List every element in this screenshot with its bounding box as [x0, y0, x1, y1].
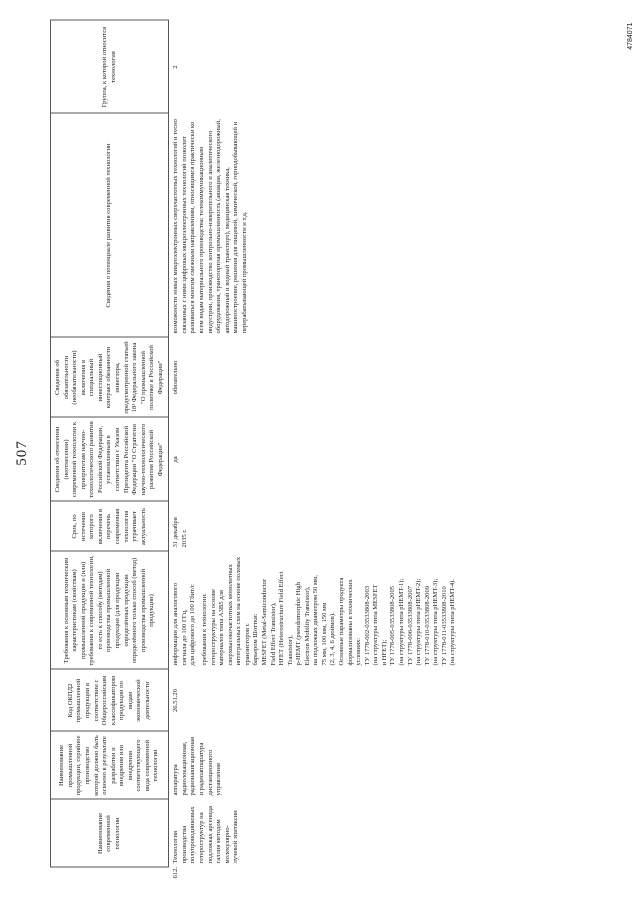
row-product-name: аппаратура радиолокационная, радионавигационная и радиоаппаратура дистанционного управления: [172, 736, 223, 795]
header-priority-relation: Сведения об отнесении (неотнесении) современной технологии к приоритетам научно-технологического развития Российской Федерации, установленным в соответствии с Указом Президента Российской Федерации "О Стратегии научно-технологического развития Российской Федерации": [51, 417, 169, 501]
requirements-line: MESFET (Metal-Semiconductor: [260, 578, 268, 665]
row-number: 612.: [171, 866, 179, 878]
requirements-line: (на структуры типа pHEMT-3);: [432, 578, 440, 665]
requirements-line: гетероструктуры на основе: [209, 588, 217, 665]
page-number: 507: [14, 439, 30, 466]
row-deadline: 31 декабря 2035 г.: [172, 516, 188, 547]
requirements-continuation-line: сигнала до 100 ГГц,: [180, 608, 188, 665]
technology-table: [50, 20, 458, 883]
header-potential: Сведения о потенциале развития современной технологии: [51, 113, 169, 337]
requirements-line: сверхвысокочастотных монолитных: [226, 563, 234, 665]
header-deadline: Срок, по истечении которого включения в перечень современная технология утрачивает актуальность: [51, 501, 169, 551]
requirements-line: интегральных схем на основе полевых транзисторов с: [235, 556, 251, 665]
requirements-line: (на структуры типа pHEMT-2);: [415, 578, 423, 665]
requirements-line: условиях:: [355, 637, 363, 665]
row-tech-name: Технология производства полупроводниковых гетероструктур на подложках арсенида галлия методом молекулярно-лучевой эпитаксии: [172, 805, 240, 863]
requirements-line: ТУ 1778-010-03533808-2009: [423, 585, 431, 665]
requirements-line: 75 мм, 100 мм, 150 мм: [320, 602, 328, 665]
requirements-line: p-HEMT (pseudomorphic High: [295, 581, 303, 665]
header-tech-name: Наименование современной технологии: [51, 799, 169, 867]
row-requirements: [169, 551, 458, 669]
header-okpd-code: Код ОКПД2 промышленной продукции в соответствии с Общероссийским классификатором продукции по видам экономической деятельности: [51, 669, 169, 731]
requirements-list: [201, 555, 458, 665]
requirements-line: ТУ 1778-006-03533808-2007: [406, 585, 414, 665]
header-number-spacer: [51, 867, 169, 882]
requirements-line: (на структуры типа pHEMT-1);: [397, 578, 405, 665]
requirements-continuation: [172, 555, 198, 665]
row-okpd-code: 26.51.20: [172, 688, 180, 712]
table-header: [51, 20, 169, 882]
row-group: 2: [172, 64, 180, 69]
requirements-line: барьером Шоттки:: [252, 613, 260, 665]
requirements-line: ТУ 1778-011-03533808-2010: [440, 585, 448, 665]
row-priority-relation: да: [172, 455, 180, 463]
requirements-line: на подложках диаметром 50 мм,: [312, 574, 320, 665]
header-requirements: Требования к основным техническим характеристикам (свойствам) промышленной продукции и (или) требования к современной технологии, то есть к способу (методам) производства промышленной продукции (для продукции определённых продукции определённого только способ (метод) производства промышленной продукции): [51, 551, 169, 669]
requirements-line: (на структуры типа pHEMT-4).: [449, 578, 457, 665]
requirements-line: Electron Mobility Transistor),: [303, 586, 311, 665]
requirements-continuation-line: информации для аналогового: [172, 582, 180, 665]
table-row: [169, 20, 458, 882]
requirements-line: и HFET);: [380, 639, 388, 665]
requirements-line: требования к технологии:: [201, 592, 208, 665]
requirements-line: Основные параметры продукта: [338, 577, 345, 665]
requirements-line: (на структуры типа MESFET: [372, 583, 380, 665]
requirements-line: ТУ 1778-002-03533808-2003: [363, 585, 371, 665]
header-product-name: Наименование промышленной продукции, серийное производство которой должно быть освоено в результате разработки и внедрения или внедрения соответствующего вида современной технологии: [51, 731, 169, 799]
row-potential: возможности новых микроэлектронных сверхчастотных технологий и тесно связанных с ними цифровых микроэлектронных технологий позволит развиваться многим смежным направлениям, относящимся практически ко всем видам материального производства: телекоммуникационным индустрии, производство контрольно-измерительного и аналитического оборудования, транспортная промышленность (авиация, железнодорожный, автодорожный и водный транспорт), медицинская техника, машиностроение, решения для пищевой, химической, горнодобывающей и перерабатывающей промышленности и т.д.: [172, 118, 248, 333]
requirements-line: Field Effect Transistor),: [269, 601, 277, 665]
requirements-line: формализованы в технических: [346, 578, 354, 665]
requirements-line: HFET (Heterostructure Field Effect: [278, 570, 286, 665]
requirements-line: материалов типа A3B5 для: [218, 589, 226, 665]
requirements-continuation-line: для цифрового до 100 Гбит/с: [189, 583, 197, 665]
requirements-line: ТУ 1778-005-03533808-2005: [389, 585, 397, 665]
document-id: 4784071: [627, 22, 634, 50]
header-group: Группа, к которой относится технология: [51, 20, 169, 113]
requirements-line: (2, 3, 4, 6 дюймов).: [329, 611, 337, 665]
header-obligation: Сведения об обязательности (необязательности) включения в специальный инвестиционный контракт обязанности инвестора, предусмотренной статьей 18¹ Федерального закона "О промышленной политике в Российской Федерации": [51, 337, 169, 417]
row-obligation: обязательно: [172, 360, 180, 394]
requirements-line: Transistor),: [286, 634, 294, 665]
